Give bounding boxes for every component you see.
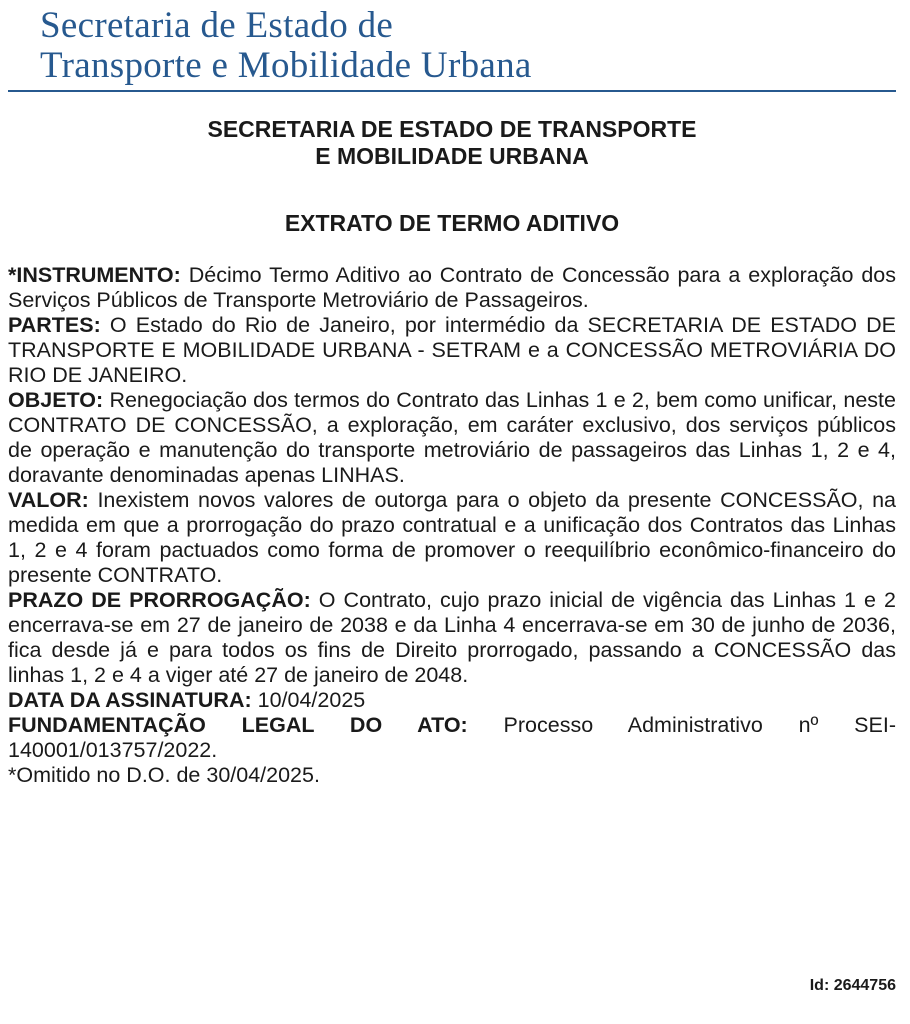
section-objeto: [8, 388, 896, 488]
section-data-assinatura: [8, 688, 896, 713]
section-label: PRAZO DE PRORROGAÇÃO:: [8, 588, 311, 612]
section-instrumento: [8, 263, 896, 313]
section-text: Décimo Termo Aditivo ao Contrato de Concessão para a exploração dos Serviços Públicos de Transporte Metroviário de Passageiros.: [8, 263, 896, 312]
section-label: OBJETO:: [8, 388, 104, 412]
masthead-divider: [8, 90, 896, 92]
section-text: O Estado do Rio de Janeiro, por intermédio da SECRETARIA DE ESTADO DE TRANSPORTE E MOBILIDADE URBANA - SETRAM e a CONCESSÃO METROVIÁRIA DO RIO DE JANEIRO.: [8, 313, 897, 387]
section-label: *INSTRUMENTO:: [8, 263, 181, 287]
masthead: [40, 6, 900, 86]
section-text: Inexistem novos valores de outorga para o objeto da presente CONCESSÃO, na medida em que a prorrogação do prazo contratual e a unificação dos Contratos das Linhas 1, 2 e 4 foram pactuados como forma de promover o reequilíbrio econômico-financeiro do presente CONTRATO.: [8, 488, 896, 587]
agency-heading: [8, 116, 896, 170]
section-text: Renegociação dos termos do Contrato das Linhas 1 e 2, bem como unificar, neste CONTRATO DE CONCESSÃO, a exploração, em caráter exclusivo, dos serviços públicos de operação e manutenção do transporte metroviário de passageiros das Linhas 1, 2 e 4, doravante denominadas apenas LINHAS.: [8, 388, 896, 487]
section-prazo: [8, 588, 896, 688]
document-title: EXTRATO DE TERMO ADITIVO: [284, 210, 620, 236]
document-body: [8, 116, 896, 788]
document-id: Id: 2644756: [809, 977, 896, 994]
agency-heading-line-1: SECRETARIA DE ESTADO DE TRANSPORTE: [207, 116, 697, 142]
section-partes: [8, 313, 896, 388]
masthead-line-1: Secretaria de Estado de: [40, 5, 394, 46]
section-fundamentacao: [8, 713, 896, 763]
section-label: PARTES:: [8, 313, 101, 337]
section-text: O Contrato, cujo prazo inicial de vigência das Linhas 1 e 2 encerrava-se em 27 de janeiro de 2038 e da Linha 4 encerrava-se em 30 de junho de 2036, fica desde já e para todos os fins de Direito prorrogado, passando a CONCESSÃO das linhas 1, 2 e 4 a viger até 27 de janeiro de 2048.: [8, 588, 896, 687]
agency-heading-line-2: E MOBILIDADE URBANA: [315, 143, 589, 169]
section-valor: [8, 488, 896, 588]
section-text: Processo Administrativo nº SEI-140001/013757/2022.: [8, 713, 896, 762]
omission-note: *Omitido no D.O. de 30/04/2025.: [8, 763, 320, 787]
section-label: FUNDAMENTAÇÃO LEGAL DO ATO:: [8, 713, 468, 737]
section-label: VALOR:: [8, 488, 89, 512]
section-text: 10/04/2025: [257, 688, 366, 712]
masthead-line-2: Transporte e Mobilidade Urbana: [40, 45, 532, 86]
section-label: DATA DA ASSINATURA:: [8, 688, 252, 712]
